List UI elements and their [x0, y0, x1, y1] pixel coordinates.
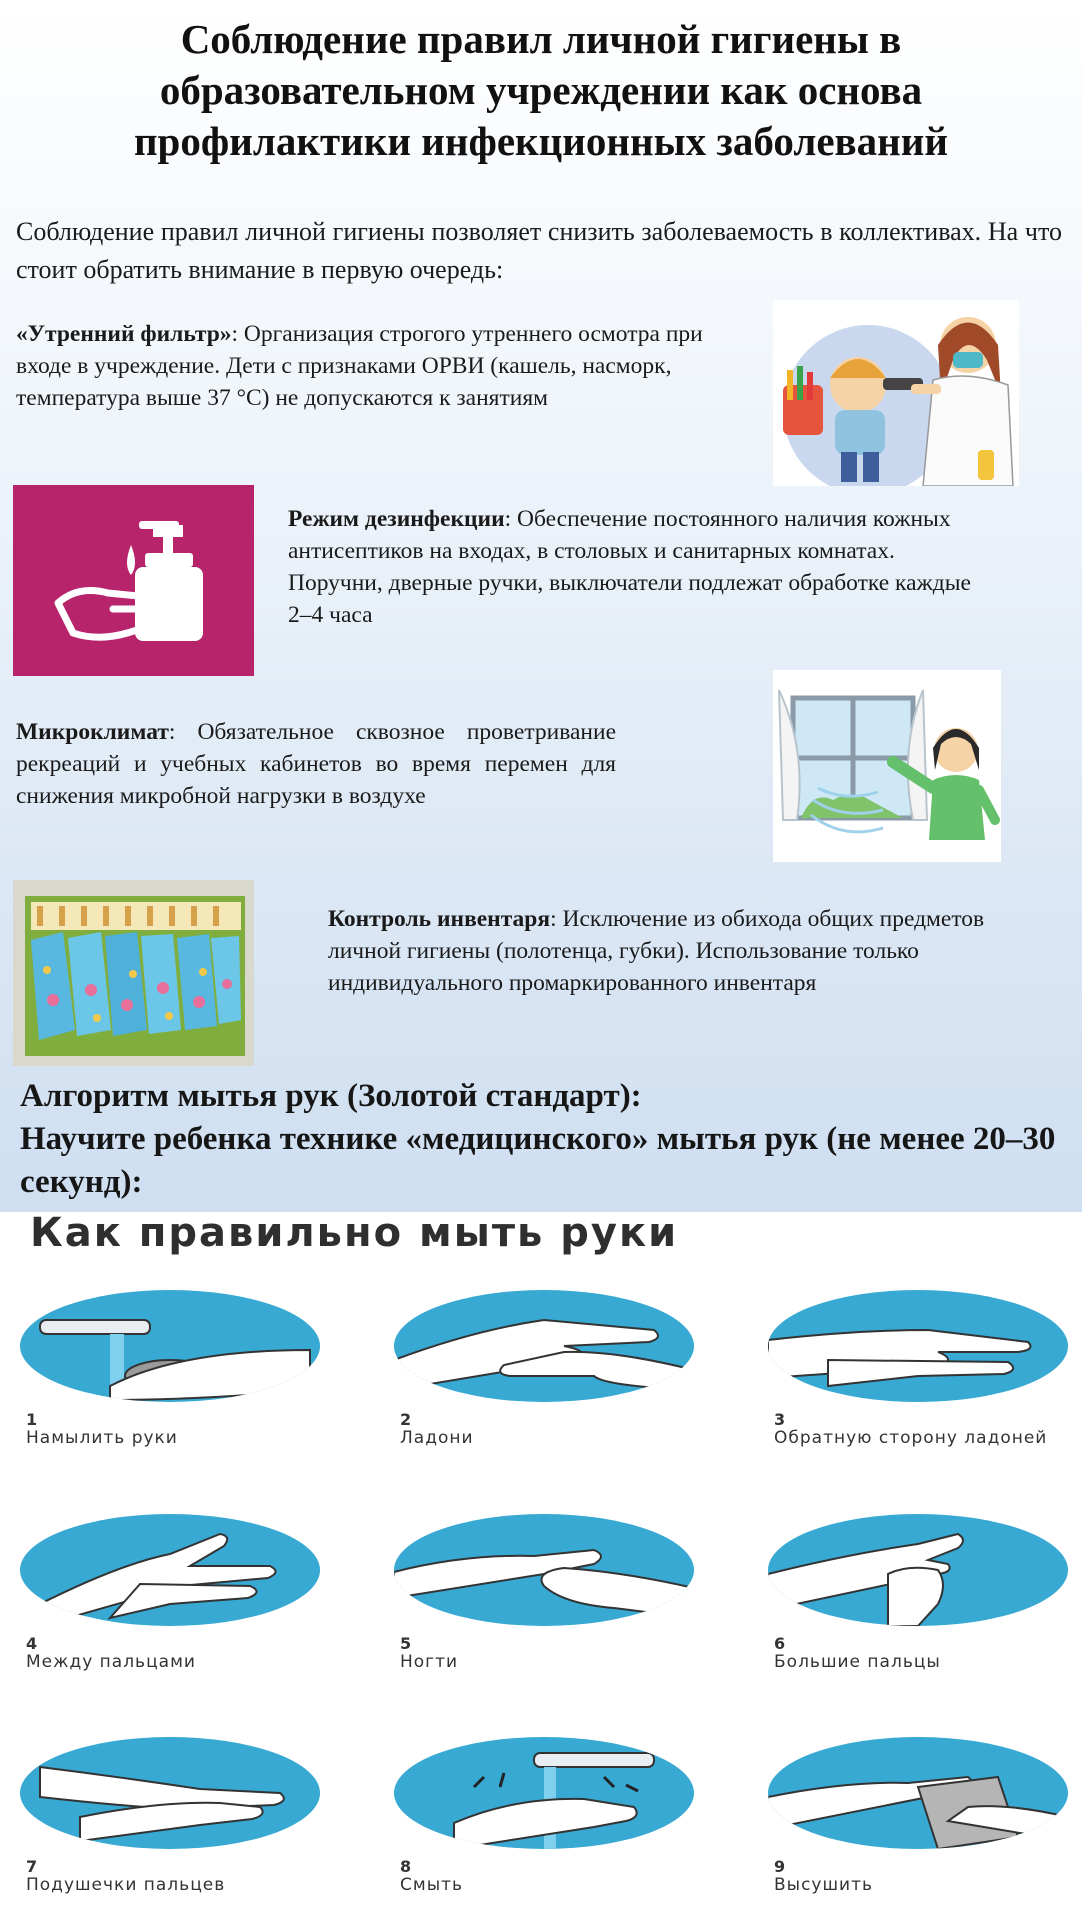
step-4-label: Между пальцами: [26, 1652, 196, 1672]
step-8-number: 8: [400, 1857, 412, 1876]
step-2-label: Ладони: [400, 1428, 474, 1448]
thermometer-check-illustration: [773, 300, 1019, 486]
climate-heading: Микроклимат: [16, 719, 169, 745]
step-5-number: 5: [400, 1634, 412, 1653]
inventory-paragraph: [328, 903, 1018, 999]
algorithm-heading: [20, 1075, 1070, 1204]
disinfection-text: : Обеспечение постоянного наличия кожных антисептиков на входах, в столовых и санитарных комнатах. Поручни, дверные ручки, выключатели подлежат обработке каждые 2–4 часа: [288, 506, 971, 628]
filter-heading: «Утренний фильтр»: [16, 321, 232, 347]
step-5-illustration: [394, 1514, 694, 1626]
step-6-label: Большие пальцы: [774, 1652, 941, 1672]
step-7-number: 7: [26, 1857, 38, 1876]
step-3-illustration: [768, 1290, 1068, 1402]
climate-text: : Обязательное сквозное проветривание рекреаций и учебных кабинетов во время перемен для снижения микробной нагрузки в воздухе: [16, 719, 616, 809]
filter-paragraph: [16, 318, 756, 414]
climate-paragraph: [16, 716, 616, 812]
step-1-number: 1: [26, 1410, 38, 1429]
page-title: Соблюдение правил личной гигиены в образовательном учреждении как основа профилактики инфекционных заболеваний: [133, 16, 949, 164]
step-2-number: 2: [400, 1410, 412, 1429]
step-4-illustration: [20, 1514, 320, 1626]
step-8-label: Смыть: [400, 1875, 464, 1895]
algorithm-line-2: Научите ребенка технике «медицинского» мытья рук (не менее 20–30 секунд):: [20, 1121, 1056, 1200]
step-9-illustration: [768, 1737, 1068, 1849]
disinfection-heading: Режим дезинфекции: [288, 506, 505, 532]
step-2-illustration: [394, 1290, 694, 1402]
towel-lockers-photo: [13, 880, 254, 1066]
hand-sanitizer-icon: [13, 485, 254, 676]
step-1-label: Намылить руки: [26, 1428, 178, 1448]
disinfection-paragraph: [288, 503, 988, 631]
step-7-label: Подушечки пальцев: [26, 1875, 226, 1895]
algorithm-line-1: Алгоритм мытья рук (Золотой стандарт):: [20, 1078, 642, 1114]
step-6-number: 6: [774, 1634, 786, 1653]
filter-text: : Организация строгого утреннего осмотра при входе в учреждение. Дети с признаками ОРВИ (кашель, насморк, температура выше 37 °С) не допускаются к занятиям: [16, 321, 703, 411]
step-6-illustration: [768, 1514, 1068, 1626]
step-5-label: Ногти: [400, 1652, 459, 1672]
handwashing-title: Как правильно мыть руки: [30, 1210, 679, 1256]
inventory-text: : Исключение из обихода общих предметов личной гигиены (полотенца, губки). Использование только индивидуального промаркированного инвентаря: [328, 906, 985, 996]
intro-paragraph: Соблюдение правил личной гигиены позволяет снизить заболеваемость в коллективах. На что стоит обратить внимание в первую очередь:: [16, 217, 1062, 284]
open-window-illustration: [773, 670, 1001, 862]
step-3-number: 3: [774, 1410, 786, 1429]
step-8-illustration: [394, 1737, 694, 1849]
step-4-number: 4: [26, 1634, 38, 1653]
step-1-illustration: [20, 1290, 320, 1402]
step-9-number: 9: [774, 1857, 786, 1876]
step-9-label: Высушить: [774, 1875, 874, 1895]
inventory-heading: Контроль инвентаря: [328, 906, 551, 932]
step-3-label: Обратную сторону ладоней: [774, 1428, 1048, 1448]
step-7-illustration: [20, 1737, 320, 1849]
